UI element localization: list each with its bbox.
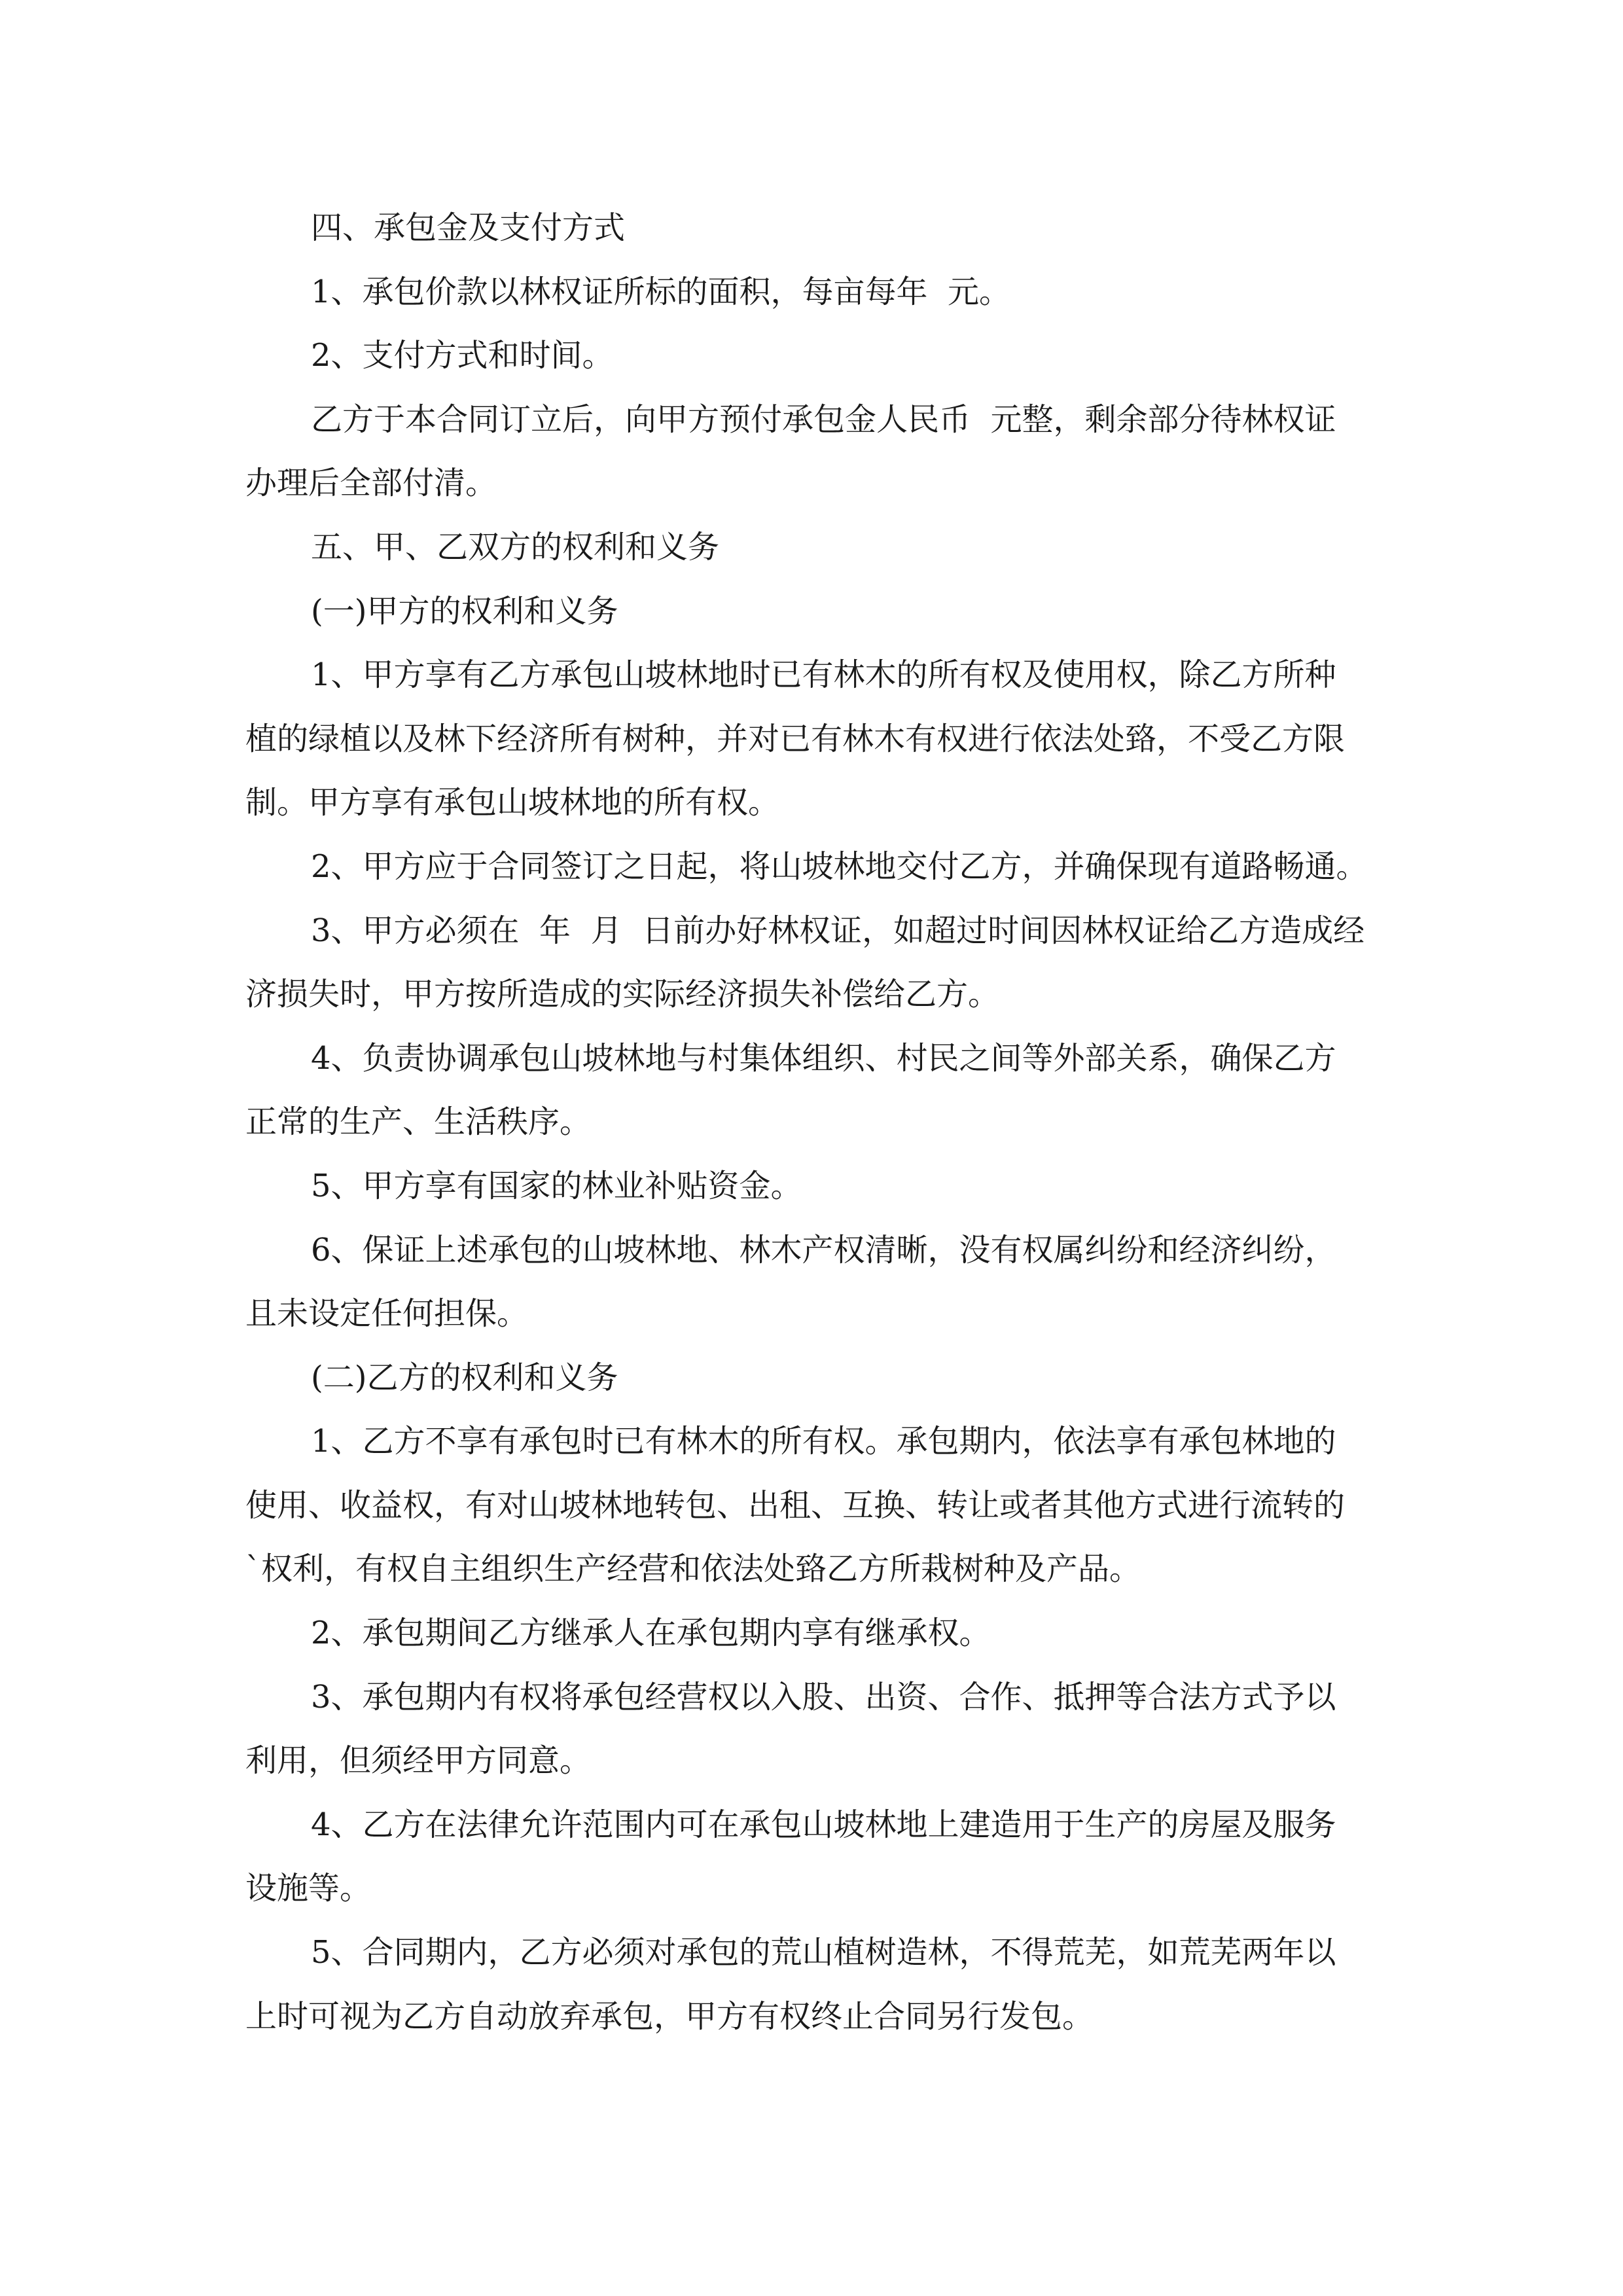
text-line: 4、负责协调承包山坡林地与村集体组织、村民之间等外部关系，确保乙方	[311, 1039, 1336, 1077]
text-line: 五、甲、乙双方的权利和义务	[311, 528, 720, 565]
text-line: 利用，但须经甲方同意。	[245, 1742, 592, 1780]
text-line: 1、乙方不享有承包时已有林木的所有权。承包期内，依法享有承包林地的	[311, 1423, 1336, 1460]
text-line: (二)乙方的权利和义务	[311, 1359, 618, 1396]
text-line: 制。甲方享有承包山坡林地的所有权。	[245, 784, 780, 821]
text-line: 且未设定任何担保。	[245, 1295, 529, 1333]
text-line: `权利，有权自主组织生产经营和依法处臵乙方所栽树种及产品。	[245, 1551, 1141, 1588]
text-line: 办理后全部付清。	[245, 465, 497, 502]
text-line: 上时可视为乙方自动放弃承包，甲方有权终止合同另行发包。	[245, 1998, 1094, 2035]
text-line: 3、承包期内有权将承包经营权以入股、出资、合作、抵押等合法方式予以	[311, 1678, 1336, 1715]
text-line: 济损失时，甲方按所造成的实际经济损失补偿给乙方。	[245, 976, 1000, 1013]
text-line: 2、甲方应于合同签订之日起，将山坡林地交付乙方，并确保现有道路畅通。	[311, 848, 1368, 885]
text-line: 6、保证上述承包的山坡林地、林木产权清晰，没有权属纠纷和经济纠纷，	[311, 1231, 1336, 1268]
text-line: 1、承包价款以林权证所标的面积，每亩每年 元。	[311, 273, 1011, 310]
text-line: 5、甲方享有国家的林业补贴资金。	[311, 1167, 802, 1204]
text-line: 使用、收益权，有对山坡林地转包、出租、互换、转让或者其他方式进行流转的	[245, 1486, 1346, 1524]
text-line: 乙方于本合同订立后，向甲方预付承包金人民币 元整，剩余部分待林权证	[311, 401, 1336, 438]
text-line: 3、甲方必须在 年 月 日前办好林权证，如超过时间因林权证给乙方造成经	[311, 912, 1365, 949]
text-line: (一)甲方的权利和义务	[311, 592, 618, 630]
text-line: 正常的生产、生活秩序。	[245, 1103, 592, 1141]
text-line: 4、乙方在法律允许范围内可在承包山坡林地上建造用于生产的房屋及服务	[311, 1806, 1336, 1843]
contract-body-text	[245, 196, 1381, 2049]
text-line: 2、支付方式和时间。	[311, 337, 614, 374]
text-line: 1、甲方享有乙方承包山坡林地时已有林木的所有权及使用权，除乙方所种	[311, 656, 1336, 694]
text-line: 设施等。	[245, 1870, 372, 1907]
text-line: 四、承包金及支付方式	[311, 209, 626, 246]
text-line: 5、合同期内，乙方必须对承包的荒山植树造林，不得荒芜，如荒芜两年以	[311, 1934, 1336, 1971]
text-line: 2、承包期间乙方继承人在承包期内享有继承权。	[311, 1615, 991, 1652]
text-line: 植的绿植以及林下经济所有树种，并对已有林木有权进行依法处臵，不受乙方限	[245, 720, 1346, 757]
